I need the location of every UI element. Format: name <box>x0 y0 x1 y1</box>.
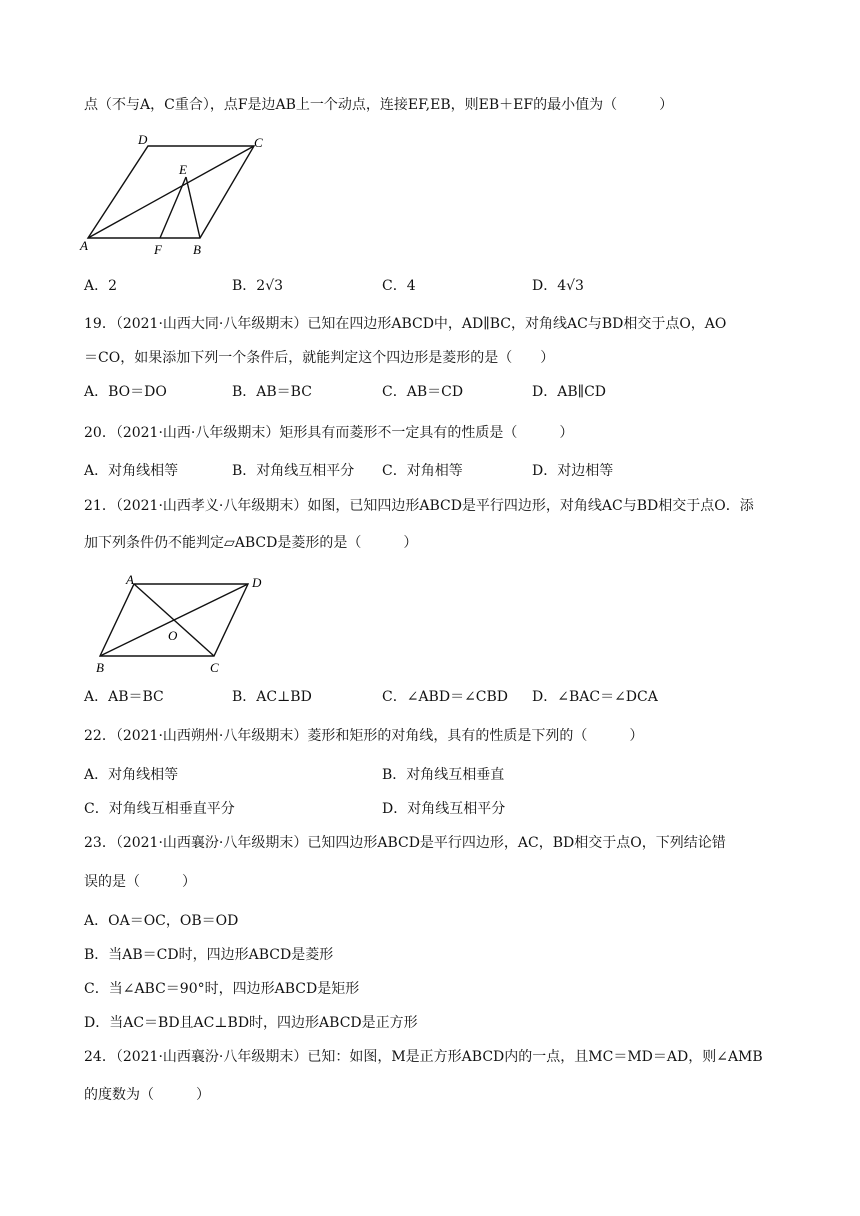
q21-label-A: A <box>126 572 134 587</box>
q18-stem-tail: 点（不与A，C重合），点F是边AB上一个动点，连接EF,EB，则EB＋EF的最小值为（ ） <box>84 97 674 113</box>
q22-stem-line1: 22．（2021·山西朔州·八年级期末）菱形和矩形的对角线，具有的性质是下列的（ ） <box>84 728 644 744</box>
q21-label-C: C <box>210 660 219 675</box>
q18-label-D: D <box>138 132 148 147</box>
q22-option-a[interactable]: A．对角线相等 <box>84 767 179 783</box>
q19-stem-line2: ＝CO，如果添加下列一个条件后，就能判定这个四边形是菱形的是（ ） <box>84 350 555 366</box>
q23-stem-line1: 23．（2021·山西襄汾·八年级期末）已知四边形ABCD是平行四边形，AC，BD相交于点O，下列结论错 <box>84 835 726 851</box>
q22-option-b[interactable]: B．对角线互相垂直 <box>382 767 505 783</box>
q20-option-c[interactable]: C．对角相等 <box>382 463 463 479</box>
q23-stem-line2: 误的是（ ） <box>84 874 196 890</box>
q21-label-D: D <box>252 575 262 590</box>
q18-label-B: B <box>193 242 201 257</box>
q18-option-c[interactable]: C．4 <box>382 278 416 294</box>
q19-stem-line1: 19．（2021·山西大同·八年级期末）已知在四边形ABCD中，AD∥BC，对角线AC与BD相交于点O，AO <box>84 316 727 332</box>
q20-option-d[interactable]: D．对边相等 <box>532 463 614 479</box>
q18-label-E: E <box>179 162 187 177</box>
q23-option-a[interactable]: A．OA＝OC，OB＝OD <box>84 913 239 929</box>
q19-option-c[interactable]: C．AB＝CD <box>382 384 464 400</box>
q21-label-B: B <box>96 660 104 675</box>
q18-label-F: F <box>154 242 162 257</box>
q18-parallelogram-figure <box>78 130 268 260</box>
q21-parallelogram-figure <box>90 570 280 680</box>
q24-stem-line2: 的度数为（ ） <box>84 1087 210 1103</box>
q18-label-A: A <box>80 238 88 253</box>
q20-option-a[interactable]: A．对角线相等 <box>84 463 179 479</box>
q20-option-b[interactable]: B．对角线互相平分 <box>232 463 355 479</box>
q19-option-d[interactable]: D．AB∥CD <box>532 384 607 400</box>
q19-option-a[interactable]: A．BO＝DO <box>84 384 167 400</box>
q21-label-O: O <box>168 628 178 643</box>
q18-option-a[interactable]: A．2 <box>84 278 118 294</box>
q23-option-c[interactable]: C．当∠ABC＝90°时，四边形ABCD是矩形 <box>84 981 360 997</box>
q21-option-a[interactable]: A．AB＝BC <box>84 689 164 705</box>
q19-option-b[interactable]: B．AB＝BC <box>232 384 312 400</box>
q23-option-b[interactable]: B．当AB＝CD时，四边形ABCD是菱形 <box>84 947 334 963</box>
q18-option-d[interactable]: D．4√3 <box>532 278 584 294</box>
q18-option-b[interactable]: B．2√3 <box>232 278 284 294</box>
q21-stem-line1: 21．（2021·山西孝义·八年级期末）如图，已知四边形ABCD是平行四边形，对角线AC与BD相交于点O．添 <box>84 498 754 514</box>
q21-option-d[interactable]: D．∠BAC＝∠DCA <box>532 689 658 705</box>
q22-option-d[interactable]: D．对角线互相平分 <box>382 801 506 817</box>
q21-stem-line2: 加下列条件仍不能判定▱ABCD是菱形的是（ ） <box>84 535 418 551</box>
q20-stem-line1: 20．（2021·山西·八年级期末）矩形具有而菱形不一定具有的性质是（ ） <box>84 425 574 441</box>
q24-stem-line1: 24．（2021·山西襄汾·八年级期末）已知：如图，M是正方形ABCD内的一点，且MC＝MD＝AD，则∠AMB <box>84 1049 763 1065</box>
q18-label-C: C <box>254 135 263 150</box>
q23-option-d[interactable]: D．当AC＝BD且AC⊥BD时，四边形ABCD是正方形 <box>84 1015 418 1031</box>
q21-option-c[interactable]: C．∠ABD＝∠CBD <box>382 689 509 705</box>
q21-option-b[interactable]: B．AC⊥BD <box>232 689 312 705</box>
q22-option-c[interactable]: C．对角线互相垂直平分 <box>84 801 235 817</box>
